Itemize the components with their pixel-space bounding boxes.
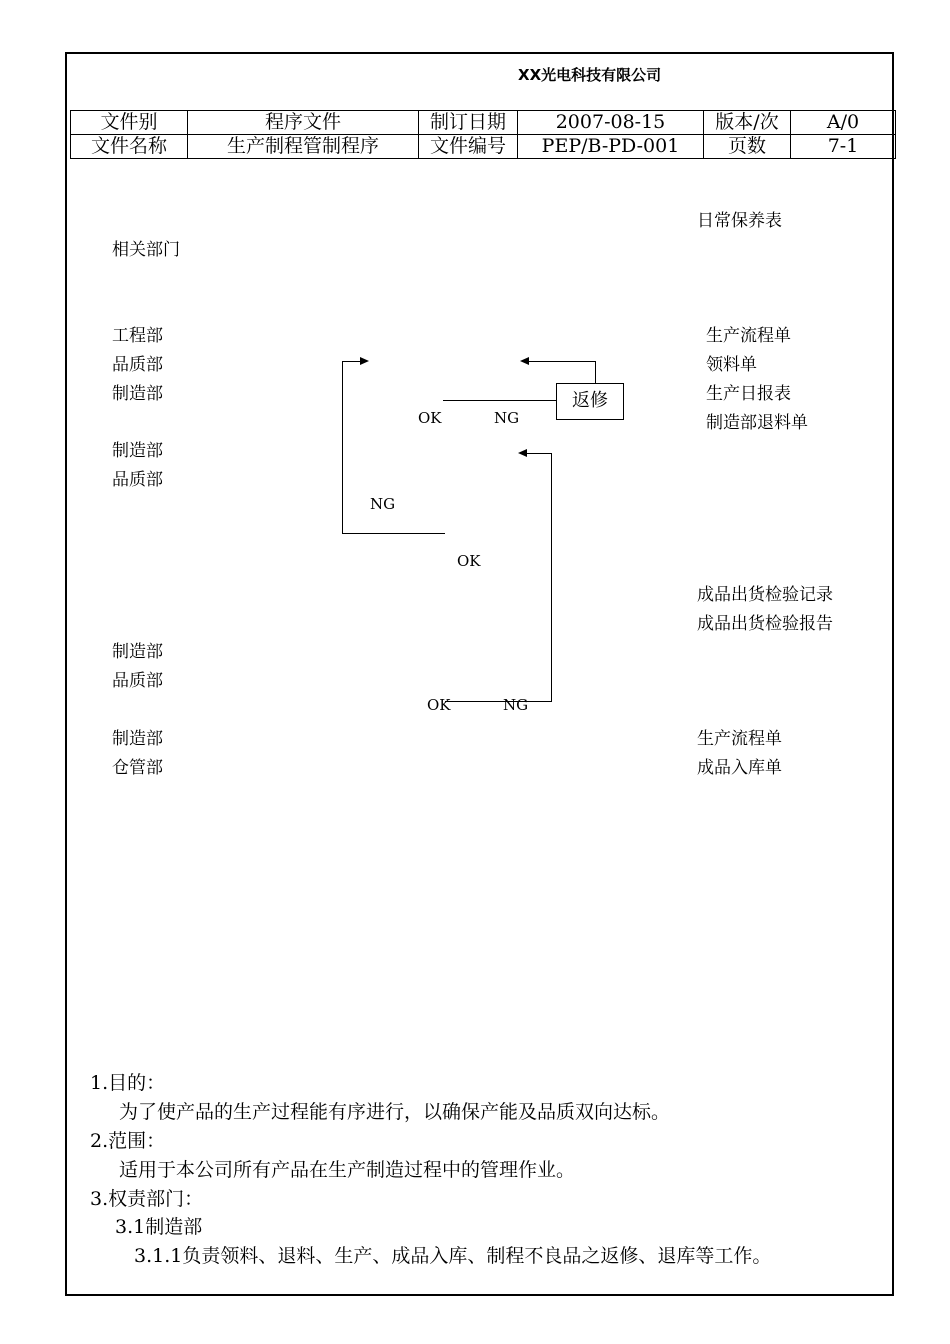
section-3-1-1: 3.1.1负责领料、退料、生产、成品入库、制程不良品之返修、退库等工作。: [134, 1245, 772, 1267]
flow-connector: [443, 400, 556, 401]
record-item: 生产日报表: [706, 384, 791, 404]
dept-heading: 相关部门: [112, 240, 180, 260]
value-doc-type: 程序文件: [188, 111, 419, 135]
dept-item: 工程部: [112, 326, 163, 346]
record-item: 领料单: [706, 355, 757, 375]
company-name: XX光电科技有限公司: [518, 66, 662, 84]
label-doc-type: 文件别: [71, 111, 188, 135]
dept-item: 制造部: [112, 441, 163, 461]
dept-item: 仓管部: [112, 758, 163, 778]
flow-connector: [445, 701, 552, 702]
dept-item: 制造部: [112, 384, 163, 404]
record-item: 成品入库单: [697, 758, 782, 778]
flow-connector: [342, 533, 445, 534]
label-doc-name: 文件名称: [71, 135, 188, 159]
record-item: 制造部退料单: [706, 413, 808, 433]
value-issue-date: 2007-08-15: [518, 111, 704, 135]
label-doc-number: 文件编号: [419, 135, 518, 159]
dept-item: 制造部: [112, 729, 163, 749]
ok-label: OK: [427, 696, 451, 714]
header-row-2: [71, 135, 896, 159]
flow-connector: [527, 453, 551, 454]
section-2-title: 2.范围：: [90, 1130, 166, 1152]
record-item: 成品出货检验报告: [697, 614, 833, 634]
flow-connector: [342, 361, 343, 533]
ok-label: OK: [418, 409, 442, 427]
arrow-right-icon: [360, 357, 369, 365]
dept-item: 品质部: [112, 671, 163, 691]
header-row-1: [71, 111, 896, 135]
value-version: A/0: [791, 111, 896, 135]
flow-connector: [595, 361, 596, 383]
ok-label: OK: [457, 552, 481, 570]
record-item: 生产流程单: [697, 729, 782, 749]
section-3-title: 3.权责部门：: [90, 1188, 204, 1210]
value-doc-number: PEP/B-PD-001: [518, 135, 704, 159]
ng-label: NG: [370, 495, 396, 513]
flow-connector: [342, 361, 360, 362]
record-item: 日常保养表: [697, 211, 782, 231]
section-3-1: 3.1制造部: [115, 1216, 203, 1238]
record-item: 生产流程单: [706, 326, 791, 346]
record-item: 成品出货检验记录: [697, 585, 833, 605]
ng-label: NG: [503, 696, 529, 714]
label-page-count: 页数: [704, 135, 791, 159]
ng-label: NG: [494, 409, 520, 427]
value-page-count: 7-1: [791, 135, 896, 159]
dept-item: 品质部: [112, 470, 163, 490]
dept-item: 品质部: [112, 355, 163, 375]
arrow-left-icon: [518, 449, 527, 457]
section-1-title: 1.目的：: [90, 1072, 166, 1094]
section-1-body: 为了使产品的生产过程能有序进行，以确保产能及品质双向达标。: [119, 1101, 671, 1123]
document-header-table: [70, 110, 896, 159]
arrow-left-icon: [520, 357, 529, 365]
flow-connector: [551, 453, 552, 701]
dept-item: 制造部: [112, 642, 163, 662]
label-version: 版本/次: [704, 111, 791, 135]
label-issue-date: 制订日期: [419, 111, 518, 135]
value-doc-name: 生产制程管制程序: [188, 135, 419, 159]
section-2-body: 适用于本公司所有产品在生产制造过程中的管理作业。: [119, 1159, 576, 1181]
rework-box: 返修: [556, 383, 624, 420]
flow-connector: [529, 361, 595, 362]
